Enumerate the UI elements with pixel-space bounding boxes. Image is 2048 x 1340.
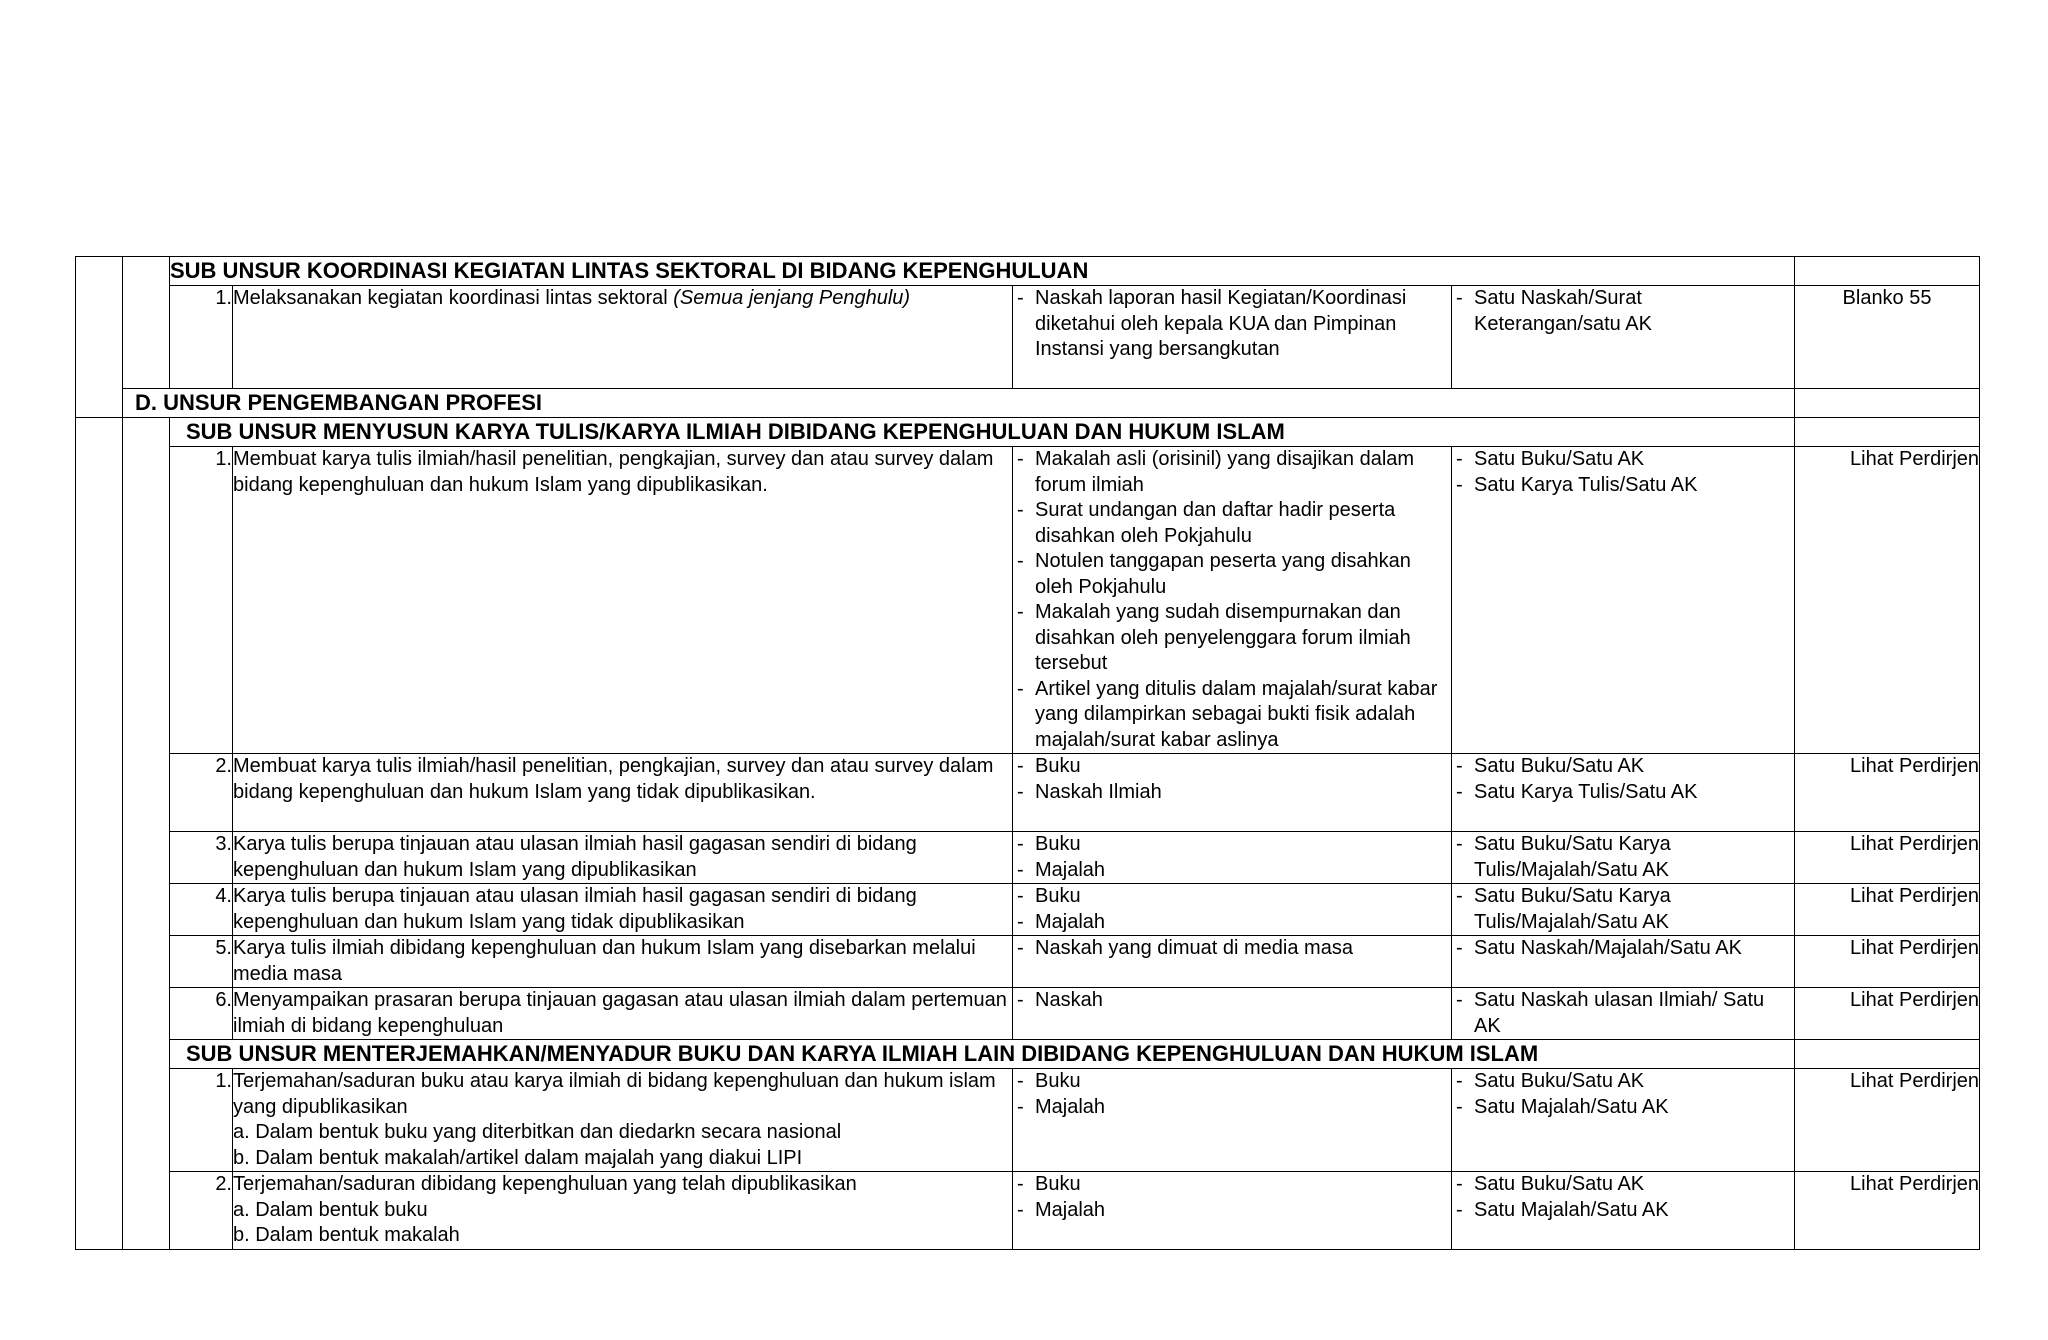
table-row — [76, 936, 1980, 988]
table-row — [76, 286, 1980, 389]
evidence-item: - Buku — [1013, 1172, 1451, 1198]
unit-cell — [1452, 447, 1795, 754]
subsection-header-row — [76, 1040, 1980, 1069]
unit-item: - Satu Buku/Satu Karya Tulis/Majalah/Satu AK — [1452, 832, 1794, 883]
evidence-item: - Makalah yang sudah disempurnakan dan disahkan oleh penyelenggara forum ilmiah tersebut — [1013, 600, 1451, 677]
reference-cell: Lihat Perdirjen — [1795, 754, 1980, 832]
unit-cell — [1452, 286, 1795, 389]
evidence-cell — [1013, 286, 1452, 389]
description-text: Terjemahan/saduran buku atau karya ilmiah di bidang kepenghuluan dan hukum islam yang dipublikasikan — [233, 1070, 996, 1118]
description-sub-item: b. Dalam bentuk makalah/artikel dalam majalah yang diakui LIPI — [233, 1146, 803, 1169]
item-number: 3. — [170, 832, 233, 884]
reference-cell: Lihat Perdirjen — [1795, 447, 1980, 754]
evidence-item: - Naskah laporan hasil Kegiatan/Koordinasi diketahui oleh kepala KUA dan Pimpinan Instansi yang bersangkutan — [1013, 286, 1451, 363]
unit-cell — [1452, 754, 1795, 832]
item-number: 2. — [170, 754, 233, 832]
item-number: 5. — [170, 936, 233, 988]
item-description: Menyampaikan prasaran berupa tinjauan gagasan atau ulasan ilmiah dalam pertemuan ilmiah di bidang kepenghuluan — [233, 988, 1013, 1040]
table-row — [76, 832, 1980, 884]
unit-item: - Satu Majalah/Satu AK — [1452, 1095, 1794, 1121]
item-description — [233, 1172, 1013, 1250]
unit-item: - Satu Buku/Satu AK — [1452, 1069, 1794, 1095]
evidence-cell — [1013, 936, 1452, 988]
table-row — [76, 884, 1980, 936]
requirements-table — [75, 256, 1980, 1250]
unit-cell — [1452, 884, 1795, 936]
reference-cell: Blanko 55 — [1795, 286, 1980, 389]
description-text: Terjemahan/saduran dibidang kepenghuluan yang telah dipublikasikan — [233, 1173, 857, 1195]
section-title-d: D. UNSUR PENGEMBANGAN PROFESI — [123, 389, 1795, 418]
evidence-item: - Majalah — [1013, 910, 1451, 936]
reference-cell: Lihat Perdirjen — [1795, 988, 1980, 1040]
item-description: Membuat karya tulis ilmiah/hasil penelitian, pengkajian, survey dan atau survey dalam bidang kepenghuluan dan hukum Islam yang tidak dipublikasikan. — [233, 754, 1013, 832]
unit-item: - Satu Naskah/Surat Keterangan/satu AK — [1452, 286, 1794, 337]
description-italic: (Semua jenjang Penghulu) — [673, 287, 911, 309]
subsection-title-karya-tulis: SUB UNSUR MENYUSUN KARYA TULIS/KARYA ILMIAH DIBIDANG KEPENGHULUAN DAN HUKUM ISLAM — [170, 418, 1795, 447]
unit-item: - Satu Naskah ulasan Ilmiah/ Satu AK — [1452, 988, 1794, 1039]
evidence-item: - Majalah — [1013, 1095, 1451, 1121]
evidence-cell — [1013, 884, 1452, 936]
unit-cell — [1452, 1172, 1795, 1250]
table-row — [76, 988, 1980, 1040]
item-description: Karya tulis berupa tinjauan atau ulasan ilmiah hasil gagasan sendiri di bidang kepenghuluan dan hukum Islam yang tidak dipublikasikan — [233, 884, 1013, 936]
unit-item: - Satu Buku/Satu Karya Tulis/Majalah/Satu AK — [1452, 884, 1794, 935]
evidence-cell — [1013, 447, 1452, 754]
table-row — [76, 1172, 1980, 1250]
section-header-row — [76, 389, 1980, 418]
evidence-cell — [1013, 832, 1452, 884]
unit-item: - Satu Buku/Satu AK — [1452, 1172, 1794, 1198]
subsection-header-row — [76, 418, 1980, 447]
table-row — [76, 1069, 1980, 1172]
evidence-item: - Majalah — [1013, 858, 1451, 884]
reference-cell: Lihat Perdirjen — [1795, 1069, 1980, 1172]
evidence-item: - Naskah — [1013, 988, 1451, 1014]
unit-cell — [1452, 832, 1795, 884]
reference-cell: Lihat Perdirjen — [1795, 1172, 1980, 1250]
evidence-item: - Buku — [1013, 832, 1451, 858]
reference-cell: Lihat Perdirjen — [1795, 832, 1980, 884]
empty-ref-cell — [1795, 1040, 1980, 1069]
empty-ref-cell — [1795, 257, 1980, 286]
description-sub-item: a. Dalam bentuk buku yang diterbitkan dan diedarkn secara nasional — [233, 1121, 842, 1143]
item-number: 1. — [170, 447, 233, 754]
evidence-item: - Makalah asli (orisinil) yang disajikan dalam forum ilmiah — [1013, 447, 1451, 498]
inner-column-cell — [123, 257, 170, 389]
reference-cell: Lihat Perdirjen — [1795, 936, 1980, 988]
description-sub-item: a. Dalam bentuk buku — [233, 1198, 428, 1221]
table-row — [76, 447, 1980, 754]
outer-column-cell — [76, 257, 123, 418]
item-description: Karya tulis ilmiah dibidang kepenghuluan dan hukum Islam yang disebarkan melalui media masa — [233, 936, 1013, 988]
table-row — [76, 754, 1980, 832]
item-number: 4. — [170, 884, 233, 936]
unit-item: - Satu Buku/Satu AK — [1452, 447, 1794, 473]
evidence-item: - Majalah — [1013, 1198, 1451, 1224]
reference-cell: Lihat Perdirjen — [1795, 884, 1980, 936]
description-sub-item: b. Dalam bentuk makalah — [233, 1224, 460, 1246]
unit-cell — [1452, 988, 1795, 1040]
description-text: Melaksanakan kegiatan koordinasi lintas sektoral — [233, 287, 674, 309]
item-description: Karya tulis berupa tinjauan atau ulasan ilmiah hasil gagasan sendiri di bidang kepenghuluan dan hukum Islam yang dipublikasikan — [233, 832, 1013, 884]
subsection-title-koordinasi: SUB UNSUR KOORDINASI KEGIATAN LINTAS SEKTORAL DI BIDANG KEPENGHULUAN — [170, 257, 1795, 286]
evidence-item: - Notulen tanggapan peserta yang disahkan oleh Pokjahulu — [1013, 549, 1451, 600]
evidence-item: - Artikel yang ditulis dalam majalah/surat kabar yang dilampirkan sebagai bukti fisik adalah majalah/surat kabar aslinya — [1013, 677, 1451, 754]
empty-ref-cell — [1795, 389, 1980, 418]
item-number: 2. — [170, 1172, 233, 1250]
evidence-cell — [1013, 988, 1452, 1040]
evidence-cell — [1013, 1069, 1452, 1172]
evidence-item: - Naskah Ilmiah — [1013, 780, 1451, 806]
item-number: 6. — [170, 988, 233, 1040]
item-number: 1. — [170, 1069, 233, 1172]
evidence-cell — [1013, 1172, 1452, 1250]
item-description — [233, 286, 1013, 389]
empty-ref-cell — [1795, 418, 1980, 447]
evidence-item: - Buku — [1013, 884, 1451, 910]
inner-column-cell — [123, 418, 170, 1250]
evidence-item: - Surat undangan dan daftar hadir peserta disahkan oleh Pokjahulu — [1013, 498, 1451, 549]
evidence-item: - Buku — [1013, 754, 1451, 780]
unit-cell — [1452, 1069, 1795, 1172]
unit-item: - Satu Majalah/Satu AK — [1452, 1198, 1794, 1224]
unit-item: - Satu Karya Tulis/Satu AK — [1452, 473, 1794, 499]
subsection-title-terjemah: SUB UNSUR MENTERJEMAHKAN/MENYADUR BUKU DAN KARYA ILMIAH LAIN DIBIDANG KEPENGHULUAN DAN HUKUM ISLAM — [170, 1040, 1795, 1069]
unit-cell — [1452, 936, 1795, 988]
item-description — [233, 1069, 1013, 1172]
unit-item: - Satu Karya Tulis/Satu AK — [1452, 780, 1794, 806]
subsection-header-row — [76, 257, 1980, 286]
item-description: Membuat karya tulis ilmiah/hasil penelitian, pengkajian, survey dan atau survey dalam bidang kepenghuluan dan hukum Islam yang dipublikasikan. — [233, 447, 1013, 754]
outer-column-cell — [76, 418, 123, 1250]
unit-item: - Satu Naskah/Majalah/Satu AK — [1452, 936, 1794, 962]
evidence-item: - Buku — [1013, 1069, 1451, 1095]
evidence-cell — [1013, 754, 1452, 832]
evidence-item: - Naskah yang dimuat di media masa — [1013, 936, 1451, 962]
item-number: 1. — [170, 286, 233, 389]
unit-item: - Satu Buku/Satu AK — [1452, 754, 1794, 780]
